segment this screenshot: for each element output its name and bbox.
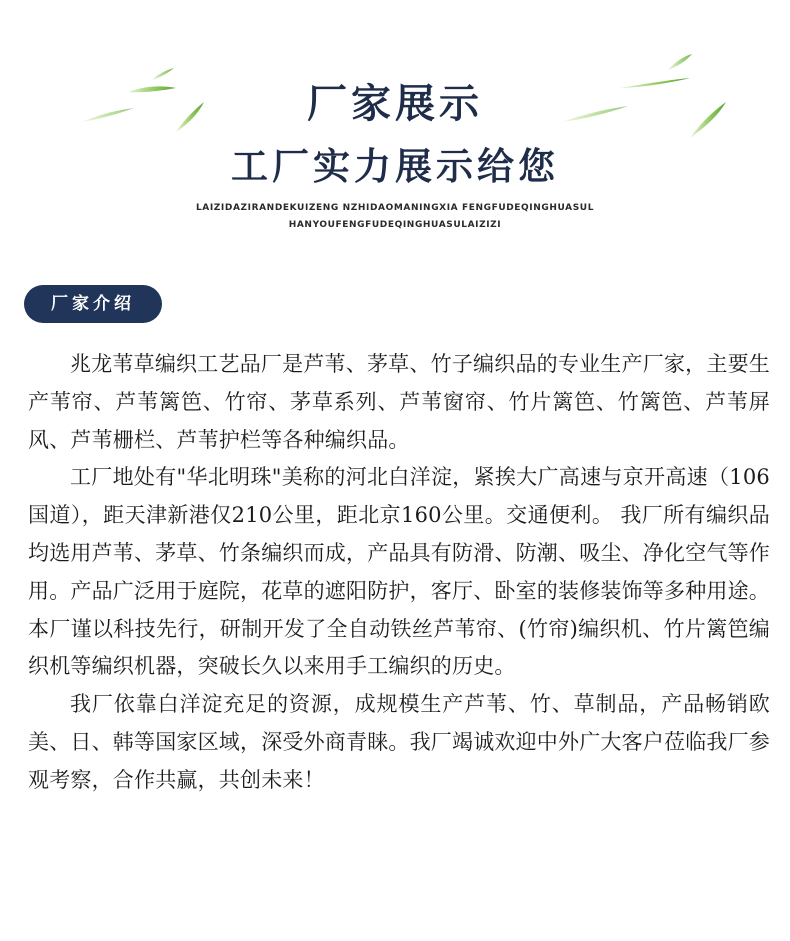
intro-paragraph: 我厂依靠白洋淀充足的资源，成规模生产芦苇、竹、草制品，产品畅销欧美、日、韩等国家区域，深受外商青睐。我厂竭诚欢迎中外广大客户莅临我厂参观考察，合作共赢，共创未来！: [28, 692, 770, 792]
intro-paragraph: 工厂地处有"华北明珠"美称的河北白洋淀，紧挨大广高速与京开高速（106国道），距天津新港仅210公里，距北京160公里。交通便利。 我厂所有编织品均选用芦苇、茅草、竹条编织而成，产品具有防滑、防潮、吸尘、净化空气等作用。产品广泛用于庭院，花草的遮阳防护，客厅、卧室的装修装饰等多种用途。 本厂谨以科技先行，研制开发了全自动铁丝芦苇帘、(竹帘)编织机、竹片篱笆编织机等编织机器，突破长久以来用手工编织的历史。: [28, 465, 770, 679]
section-badge: 厂家介绍: [24, 285, 162, 323]
intro-text: [28, 346, 770, 800]
decorative-pinyin-line-2: HANYOUFENGFUDEQINGHUASULAIZIZI: [288, 220, 502, 230]
page-title: 厂家展示: [307, 80, 483, 127]
page-subtitle: 工厂实力展示给您: [231, 144, 559, 188]
leaf-icon: [668, 54, 692, 70]
intro-paragraph: 兆龙苇草编织工艺品厂是芦苇、茅草、竹子编织品的专业生产厂家，主要生产苇帘、芦苇篱笆、竹帘、茅草系列、芦苇窗帘、竹片篱笆、竹篱笆、芦苇屏风、芦苇栅栏、芦苇护栏等各种编织品。: [28, 352, 770, 452]
decorative-pinyin-line-1: LAIZIDAZIRANDEKUIZENG NZHIDAOMANINGXIA FENGFUDEQINGHUASUL: [195, 203, 595, 213]
